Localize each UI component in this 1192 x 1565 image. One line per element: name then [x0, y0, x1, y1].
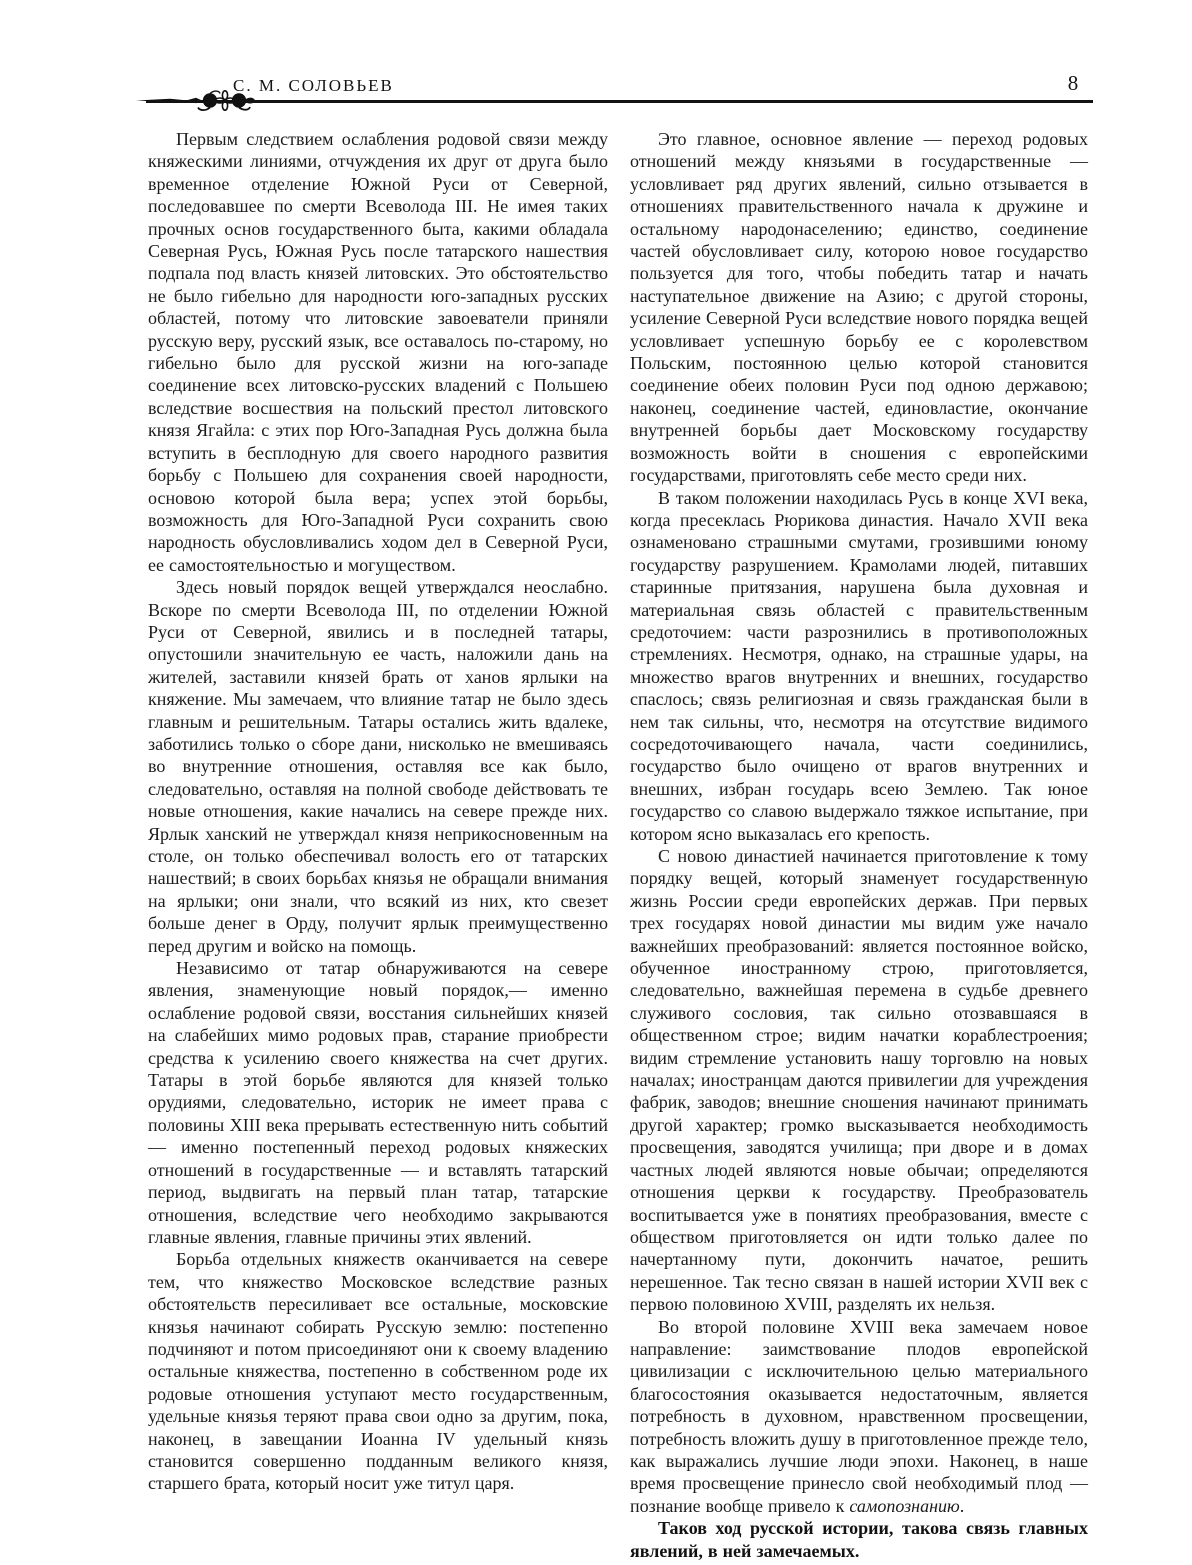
- paragraph: [630, 1316, 1088, 1518]
- left-column: [148, 128, 608, 1495]
- paragraph: Борьба отдельных княжеств оканчивается на севере тем, что княжество Московское вследствие разных обстоятельств пересиливает все остальные, московские князья начинают собирать Русскую землю: постепенно подчиняют и потом присоединяют они к своему владению остальные княжества, постепенно в собственном роде их родовые отношения уступают место государственным, удельные князья теряют права свои одно за другим, пока, наконец, в завещании Иоанна IV удельный князь становится совершенно подданным великого князя, старшего брата, который носит уже титул царя.: [148, 1249, 608, 1494]
- italic-term: самопознанию: [849, 1495, 960, 1516]
- paragraph: Это главное, основное явление — переход родовых отношений между князьями в государственные — условливает ряд других явлений, сильно отзывается в отношениях правительственного начала к дружине и остальному народонаселению; единство, соединение частей обусловливает силу, которою новое государство пользуется для того, чтобы победить татар и начать наступательное движение на Азию; с другой стороны, усиление Северной Руси вследствие нового порядка вещей условливает успешную борьбу ее с королевством Польским, постоянною целью которой становится соединение обеих половин Руси под одною державою; наконец, соединение частей, единовластие, окончание внутренней борьбы дает Московскому государству возможность войти в сношения с европейскими государствами, приготовлять себе место среди них.: [630, 129, 1088, 486]
- paragraph: Независимо от татар обнаруживаются на севере явления, знаменующие новый порядок,— именно ослабление родовой связи, восстания сильнейших князей на слабейших мимо родовых прав, старание приобрести средства к усилению своего княжества на счет других. Татары в этой борьбе являются для князей только орудиями, следовательно, историк не имеет права с половины XIII века прерывать естественную нить событий — именно постепенный переход родовых княжеских отношений в государственные — и вставлять татарский период, выдвигать на первый план татар, татарские отношения, вследствие чего необходимо закрываются главные явления, главные причины этих явлений.: [148, 958, 608, 1247]
- paragraph: В таком положении находилась Русь в конце XVI века, когда пресеклась Рюрикова династия. Начало XVII века ознаменовано страшными смутами, грозившими юному государству разрушением. Крамолами людей, питавших старинные притязания, нарушена была духовная и материальная связь областей с правительственным средоточием: части разрознились в противоположных стремлениях. Несмотря, однако, на страшные удары, на множество врагов внутренних и внешних, государство спаслось; связь религиозная и связь гражданская были в нем так сильны, что, несмотря на отсутствие видимого сосредоточивающего начала, части соединились, государство было очищено от врагов внутренних и внешних, избран государь всею Землею. Так юное государство со славою выдержало тяжкое испытание, при котором ясно выказалась его крепость.: [630, 487, 1088, 844]
- paragraph-text: .: [959, 1495, 965, 1516]
- header-rule: [146, 100, 1093, 103]
- closing-statement: Таков ход русской истории, такова связь главных явлений, в ней замечаемых.: [630, 1518, 1088, 1561]
- paragraph-text: Во второй половине XVIII века замечаем новое направление: заимствование плодов европейской цивилизации с исключительною целью материального благосостояния оказывается недостаточным, является потребность в духовном, нравственном просвещении, потребность вложить душу в приготовленное прежде тело, как выражались лучшие люди эпохи. Наконец, в наше время просвещение принесло свой необходимый плод — познание вообще привело к: [630, 1316, 1088, 1516]
- paragraph: Здесь новый порядок вещей утверждался неослабно. Вскоре по смерти Всеволода III, по отделении Южной Руси от Северной, явились и в последней татары, опустошили значительную ее часть, наложили дань на жителей, заставили князей брать от ханов ярлыки на княжение. Мы замечаем, что влияние татар не было здесь главным и решительным. Татары остались жить вдалеке, заботились только о сборе дани, нисколько не вмешиваясь во внутренние отношения, оставляя все как было, следовательно, оставляя на полной свободе действовать те новые отношения, какие начались на севере прежде них. Ярлык ханский не утверждал князя неприкосновенным на столе, он только обеспечивал волость его от татарских нашествий; в своих борьбах князья не обращали внимания на ярлыки; они знали, что всякий из них, кто свезет больше денег в Орду, получит ярлык преимущественно перед другим и войско на помощь.: [148, 577, 608, 956]
- paragraph: С новою династией начинается приготовление к тому порядку вещей, который знаменует государственную жизнь России среди европейских держав. При первых трех государях новой династии мы видим уже начало важнейших преобразований: является постоянное войско, обученное иностранному строю, приготовляется, следовательно, важнейшая перемена в судьбе древнего служивого сословия, так сильно отозвавшаяся в общественном строе; видим начатки кораблестроения; видим стремление установить нашу торговлю на новых началах; иностранцам даются привилегии для учреждения фабрик, заводов; внешние сношения начинают принимать другой характер; громко высказывается необходимость просвещения, заводятся училища; при дворе и в домах частных людей являются новые обычаи; определяются отношения церкви к государству. Преобразователь воспитывается уже в понятиях преобразования, вместе с обществом приготовляется он идти только далее по начертанному пути, докончить начатое, решить нерешенное. Так тесно связан в нашей истории XVII век с первою половиною XVIII, разделять их нельзя.: [630, 846, 1088, 1315]
- right-column: [630, 128, 1088, 1562]
- running-head-author: С. М. СОЛОВЬЕВ: [233, 76, 394, 95]
- paragraph: Первым следствием ослабления родовой связи между княжескими линиями, отчуждения их друг от друга было временное отделение Южной Руси от Северной, последовавшее по смерти Всеволода III. Не имея таких прочных основ государственного быта, какими обладала Северная Русь, Южная Русь после татарского нашествия подпала под власть князей литовских. Это обстоятельство не было гибельно для народности юго-западных русских областей, потому что литовские завоеватели приняли русскую веру, русский язык, все оставалось по-старому, но гибельно было для русской жизни на юго-западе соединение всех литовско-русских владений с Польшею вследствие восшествия на польский престол литовского князя Ягайла: с этих пор Юго-Западная Русь должна была вступить в бесплодную для своего народного развития борьбу с Польшею для сохранения своей народности, основою которой была вера; успех этой борьбы, возможность для Юго-Западной Руси сохранить свою народность обусловливались ходом дел в Северной Руси, ее самостоятельностью и могуществом.: [148, 129, 608, 575]
- page-number: 8: [1067, 71, 1079, 95]
